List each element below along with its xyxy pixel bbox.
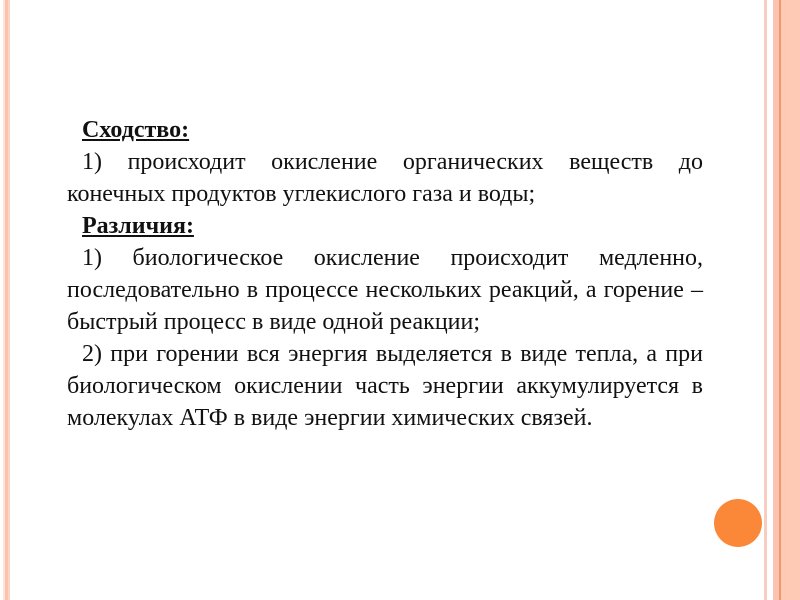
- similarity-item: 1) происходит окисление органических веществ до конечных продуктов углекислого газа и воды;: [67, 149, 703, 207]
- decorative-circle-icon: [714, 499, 762, 547]
- right-decorative-stripe: [764, 0, 767, 600]
- differences-heading: Различия:: [82, 213, 194, 239]
- similarity-heading: Сходство:: [82, 117, 190, 143]
- difference-item: 1) биологическое окисление происходит медленно, последовательно в процессе нескольких реакций, а горение – быстрый процесс в виде одной реакции;: [67, 245, 703, 335]
- slide-body: [67, 114, 703, 434]
- difference-item: 2) при горении вся энергия выделяется в виде тепла, а при биологическом окислении часть энергии аккумулируется в молекулах АТФ в виде энергии химических связей.: [67, 341, 703, 431]
- right-decorative-stripe: [787, 0, 800, 600]
- left-decorative-stripe: [8, 0, 10, 600]
